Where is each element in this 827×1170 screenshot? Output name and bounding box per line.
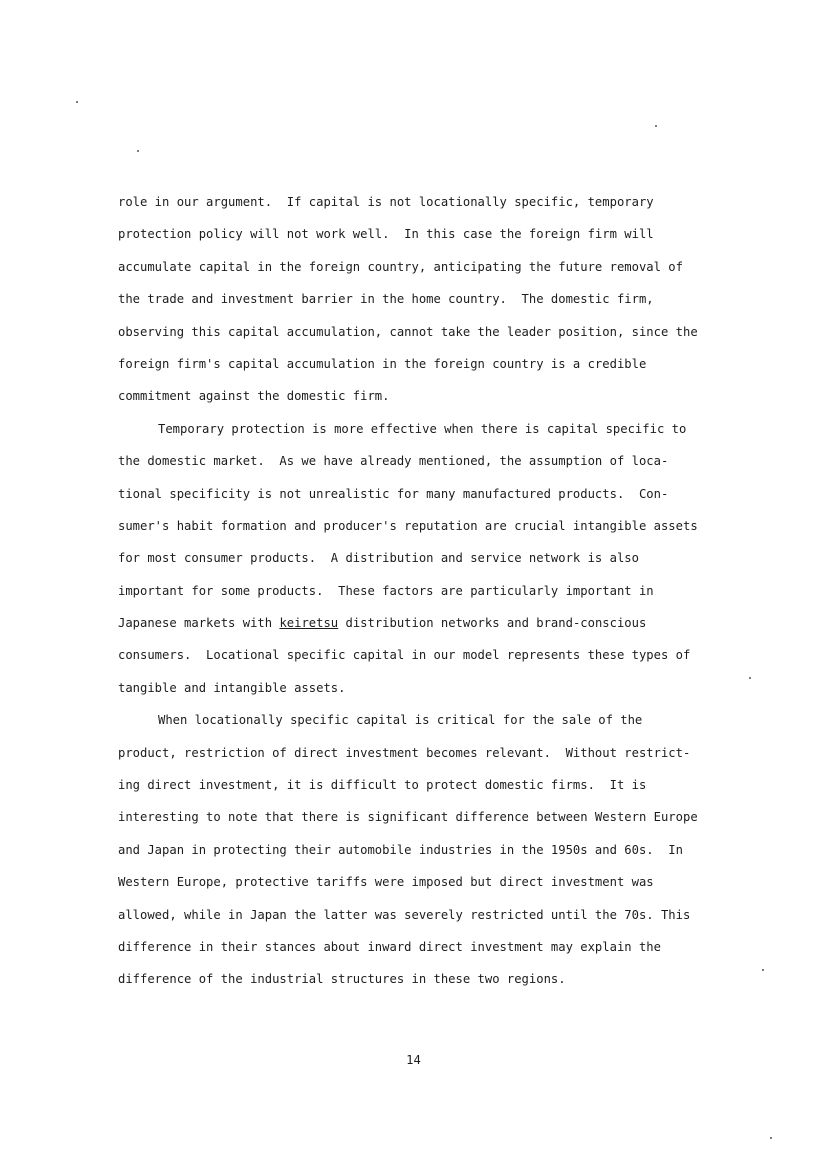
text-segment: Japanese markets with [118,616,280,631]
text-line: observing this capital accumulation, cannot take the leader position, since the [118,324,698,339]
text-line: accumulate capital in the foreign country, anticipating the future removal of [118,259,683,274]
text-line: When locationally specific capital is critical for the sale of the [158,713,643,728]
paragraph [118,418,763,710]
scan-speck [76,101,78,103]
text-line: product, restriction of direct investment becomes relevant. Without restrict- [118,745,691,760]
text-line: sumer's habit formation and producer's reputation are crucial intangible assets [118,518,698,533]
page-number: 14 [406,1053,421,1067]
text-line: ing direct investment, it is difficult to protect domestic firms. It is [118,778,647,793]
scan-speck [655,125,657,127]
text-line: protection policy will not work well. In this case the foreign firm will [118,227,654,242]
text-line: role in our argument. If capital is not locationally specific, temporary [118,195,654,209]
text-line: the domestic market. As we have already mentioned, the assumption of loca- [118,454,669,469]
scan-speck [770,1137,772,1139]
text-line: important for some products. These factors are particularly important in [118,583,654,598]
text-line: tional specificity is not unrealistic for many manufactured products. Con- [118,486,669,501]
body-text [118,191,763,1001]
text-line: difference of the industrial structures in these two regions. [118,972,566,987]
paragraph [118,709,763,1001]
text-line: interesting to note that there is significant difference between Western Europe [118,810,698,825]
text-line: Temporary protection is more effective when there is capital specific to [158,421,687,436]
text-line: consumers. Locational specific capital in our model represents these types of [118,648,691,663]
text-line [118,612,763,644]
text-line: tangible and intangible assets. [118,680,346,695]
scan-speck [137,150,139,152]
text-line: allowed, while in Japan the latter was severely restricted until the 70s. This [118,907,691,922]
text-line: for most consumer products. A distribution and service network is also [118,551,639,566]
text-line: and Japan in protecting their automobile industries in the 1950s and 60s. In [118,842,683,857]
text-line: difference in their stances about inward direct investment may explain the [118,939,661,954]
text-line: foreign firm's capital accumulation in the foreign country is a credible [118,356,647,371]
text-line: commitment against the domestic firm. [118,389,390,404]
text-line: the trade and investment barrier in the home country. The domestic firm, [118,292,654,307]
emphasized-term: keiretsu [279,616,339,631]
paragraph [118,191,763,418]
text-segment: distribution networks and brand-conscious [338,616,647,631]
text-line: Western Europe, protective tariffs were imposed but direct investment was [118,875,654,890]
